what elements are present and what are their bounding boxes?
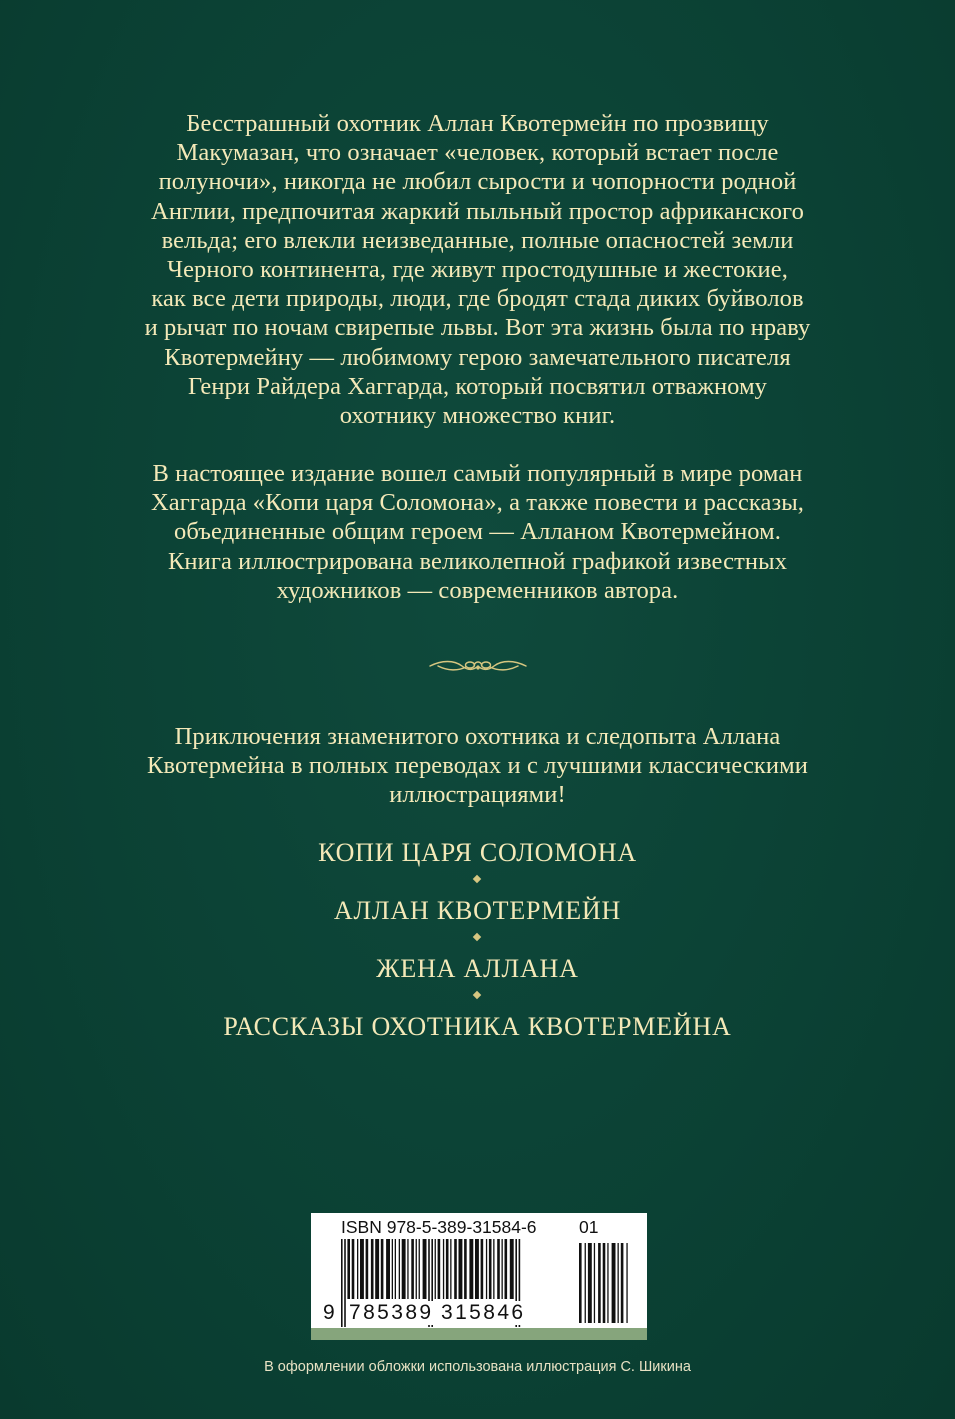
barcode-bar bbox=[375, 1239, 379, 1299]
barcode-bar bbox=[402, 1239, 406, 1299]
barcode-bar bbox=[612, 1243, 616, 1323]
text-line: Квотермейну — любимому герою замечательного писателя bbox=[164, 343, 791, 371]
barcode-bar bbox=[621, 1243, 624, 1323]
text-line: Макумазан, что означает «человек, который встает после bbox=[176, 139, 779, 167]
barcode-bar bbox=[399, 1239, 400, 1299]
description-paragraph-2 bbox=[0, 459, 955, 605]
barcode-bar bbox=[423, 1239, 427, 1299]
barcode-bar bbox=[450, 1239, 451, 1299]
text-line: Бесстрашный охотник Аллан Квотермейн по прозвищу bbox=[186, 110, 769, 137]
barcode-bar bbox=[366, 1239, 369, 1299]
diamond-icon bbox=[473, 991, 481, 999]
barcode-bar bbox=[446, 1239, 449, 1299]
text-line: иллюстрациями! bbox=[389, 781, 566, 809]
barcode-bar bbox=[459, 1239, 463, 1299]
barcode-bar bbox=[594, 1243, 595, 1323]
isbn-barcode bbox=[311, 1213, 647, 1328]
series-title: АЛЛАН КВОТЕРМЕЙН bbox=[333, 896, 622, 925]
barcode-bar bbox=[469, 1239, 473, 1299]
text-line: Генри Райдера Хаггарда, который посвятил отважному bbox=[187, 372, 768, 400]
barcode-bar bbox=[371, 1239, 374, 1299]
text-line: Приключения знаменитого охотника и следопыта Аллана bbox=[174, 723, 781, 750]
isbn-label: ISBN 978-5-389-31584-6 bbox=[341, 1217, 537, 1237]
barcode-addon-label: 01 bbox=[579, 1217, 599, 1237]
text-line: охотнику множество книг. bbox=[339, 402, 616, 430]
barcode-bar bbox=[598, 1243, 601, 1323]
barcode-bar bbox=[493, 1239, 494, 1299]
barcode-bar bbox=[435, 1239, 436, 1299]
diamond-separator bbox=[0, 929, 955, 951]
barcode-bar bbox=[438, 1239, 441, 1299]
text-line: художников — современников автора. bbox=[276, 576, 679, 604]
series-title: РАССКАЗЫ ОХОТНИКА КВОТЕРМЕЙНА bbox=[223, 1012, 732, 1041]
barcode-bar bbox=[411, 1239, 414, 1299]
barcode-bar bbox=[416, 1239, 417, 1299]
illustration-credit: В оформлении обложки использована иллюстрация С. Шикина bbox=[264, 1359, 691, 1375]
barcode-bar bbox=[626, 1243, 627, 1323]
barcode-bar bbox=[392, 1239, 393, 1299]
diamond-separator bbox=[0, 871, 955, 893]
barcode-bar bbox=[588, 1243, 592, 1323]
barcode-bar bbox=[443, 1239, 444, 1299]
text-line: как все дети природы, люди, где бродят стада диких буйволов bbox=[151, 285, 804, 313]
description-paragraph-1 bbox=[0, 109, 955, 430]
barcode-bar bbox=[407, 1239, 408, 1299]
series-intro bbox=[0, 722, 955, 810]
barcode-bar bbox=[505, 1239, 508, 1299]
text-line: Квотермейна в полных переводах и с лучшими классическими bbox=[147, 752, 808, 780]
flourish-ornament-icon bbox=[428, 654, 528, 676]
text-line: В настоящее издание вошел самый популярный в мире роман bbox=[152, 460, 803, 487]
barcode-bar bbox=[497, 1239, 500, 1299]
barcode-bar bbox=[352, 1239, 355, 1299]
diamond-icon bbox=[473, 933, 481, 941]
barcode-bar bbox=[381, 1239, 384, 1299]
barcode-bar bbox=[618, 1243, 619, 1323]
text-line: вельда; его влекли неизведанные, полные опасностей земли bbox=[161, 226, 794, 254]
barcode-bar bbox=[357, 1239, 358, 1299]
text-line: полуночи», никогда не любил сырости и чопорности родной bbox=[158, 168, 797, 196]
barcode-bar bbox=[481, 1239, 484, 1299]
series-title-list bbox=[0, 835, 955, 1045]
text-line: объединенные общим героем — Алланом Квотермейном. bbox=[173, 518, 781, 546]
text-line: и рычат по ночам свирепые львы. Вот эта жизнь была по нраву bbox=[144, 314, 811, 342]
barcode-bar bbox=[360, 1239, 364, 1299]
barcode-bar bbox=[486, 1239, 487, 1299]
barcode-digit-first: 9 bbox=[323, 1301, 338, 1324]
barcode-bar bbox=[607, 1243, 608, 1323]
text-line: Англии, предпочитая жаркий пыльный простор африканского bbox=[151, 197, 804, 225]
barcode-bar bbox=[475, 1239, 479, 1299]
barcode-strip bbox=[311, 1328, 647, 1340]
barcode-bar bbox=[464, 1239, 467, 1299]
barcode-bar bbox=[344, 1239, 346, 1327]
barcode-bar bbox=[419, 1239, 420, 1299]
text-line: Книга иллюстрирована великолепной графикой известных bbox=[167, 547, 788, 575]
series-title: ЖЕНА АЛЛАНА bbox=[376, 954, 579, 983]
barcode-bar bbox=[585, 1243, 586, 1323]
barcode-bar bbox=[454, 1239, 457, 1299]
barcode-bar bbox=[510, 1239, 514, 1299]
series-title: КОПИ ЦАРЯ СОЛОМОНА bbox=[318, 838, 637, 867]
barcode-bar bbox=[395, 1239, 396, 1299]
diamond-separator bbox=[0, 987, 955, 1009]
text-line: Хаггарда «Копи царя Соломона», а также повести и рассказы, bbox=[150, 489, 805, 517]
barcode-bar bbox=[489, 1239, 492, 1299]
barcode-bar bbox=[386, 1239, 390, 1299]
barcode-bar bbox=[502, 1239, 503, 1299]
diamond-icon bbox=[473, 875, 481, 883]
barcode-bar bbox=[603, 1243, 606, 1323]
barcode-bar bbox=[347, 1239, 350, 1299]
barcode-digits-left: 785389 bbox=[349, 1301, 434, 1324]
barcode-digits-right: 315846 bbox=[441, 1301, 526, 1324]
barcode-bar bbox=[341, 1239, 343, 1327]
text-line: Черного континента, где живут простодушные и жестокие, bbox=[167, 256, 788, 284]
barcode-bar bbox=[579, 1243, 582, 1323]
